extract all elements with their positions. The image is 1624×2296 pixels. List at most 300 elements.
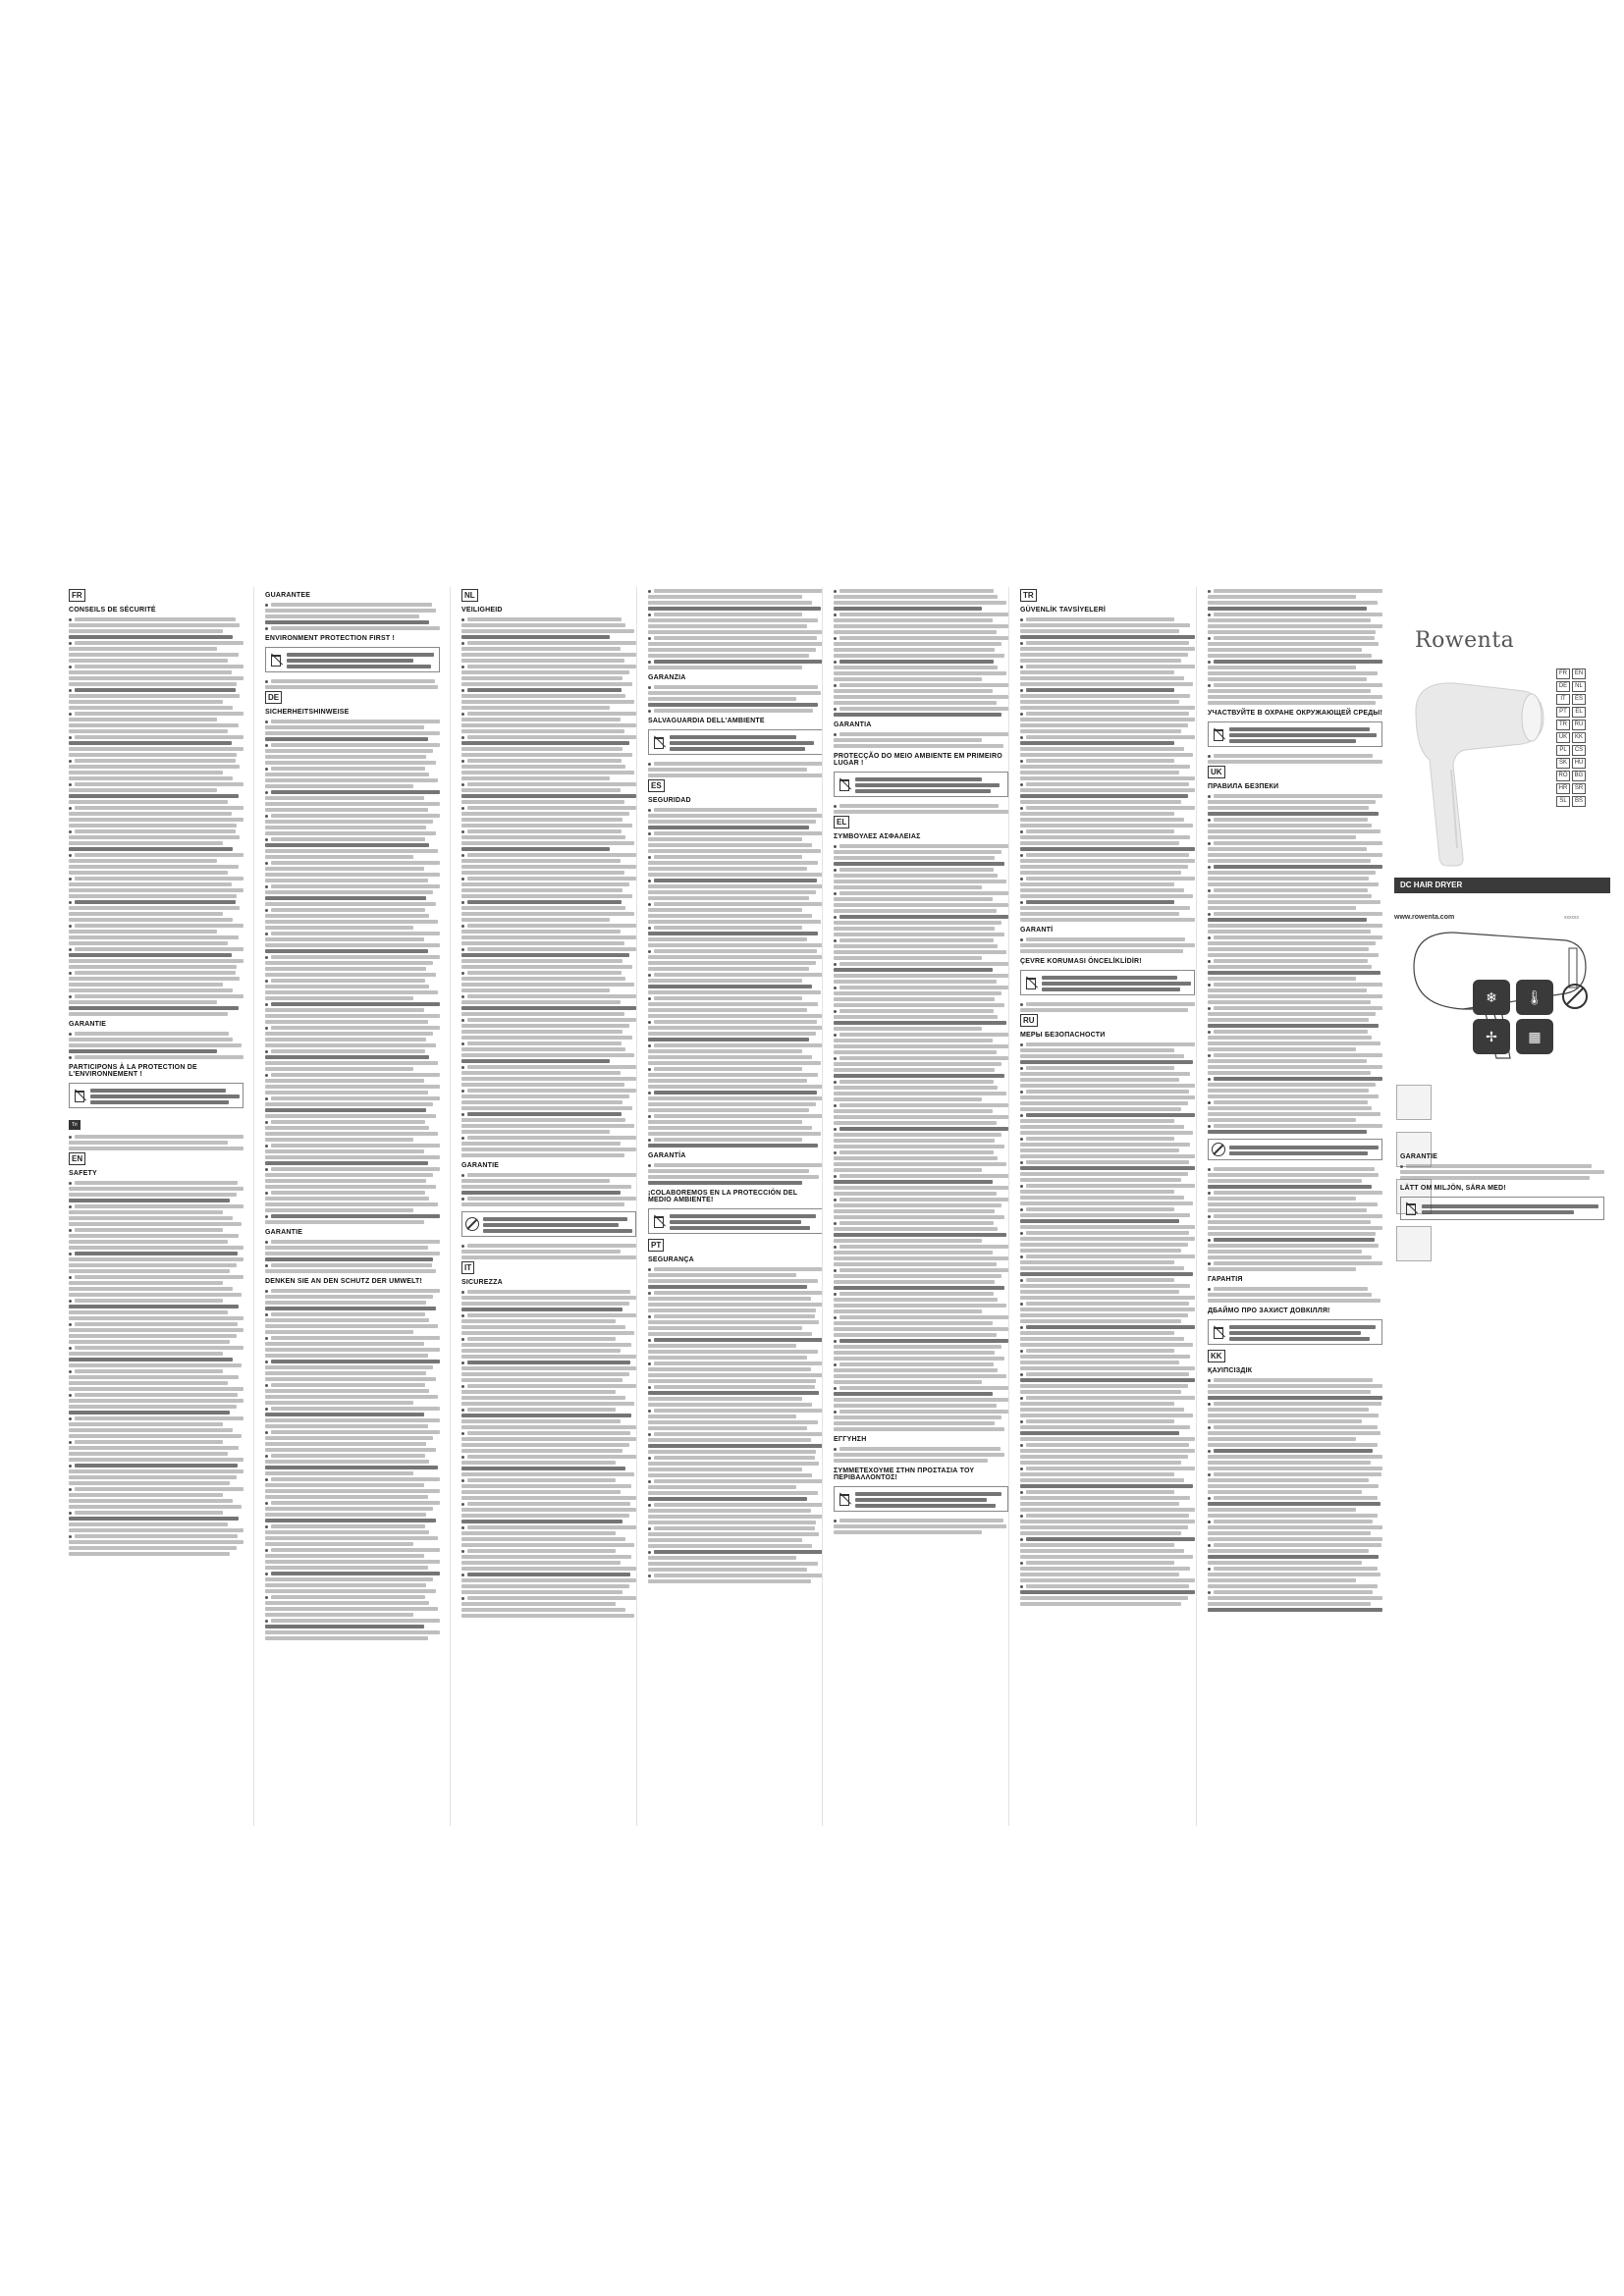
text-line-bar: [69, 1540, 244, 1544]
text-line-bar: [69, 1305, 239, 1308]
text-line: [1208, 669, 1382, 675]
text-line: [265, 1629, 440, 1634]
text-line-bar: [265, 1471, 413, 1475]
text-line-bar: [461, 1349, 621, 1353]
text-line: [461, 1394, 636, 1400]
text-line-bar: [834, 1256, 1008, 1260]
text-line: [461, 1189, 636, 1195]
language-section-header: [1020, 589, 1195, 602]
text-line-bar: [271, 1312, 425, 1316]
text-line: [461, 1588, 636, 1594]
text-line: [461, 904, 636, 910]
text-line-bar: [1208, 1130, 1367, 1134]
text-line-bar: [461, 1561, 621, 1565]
text-line: [69, 1356, 244, 1362]
text-line-bar: [69, 965, 237, 969]
text-line: [461, 680, 636, 686]
text-line: [834, 1331, 1008, 1337]
text-line: [1020, 1370, 1195, 1376]
text-line: [648, 953, 823, 959]
text-line: [461, 1447, 636, 1453]
text-line: [1020, 1470, 1195, 1476]
bullet-dot: [461, 948, 464, 951]
text-line-bar: [648, 861, 818, 865]
bullet-dot: [648, 1575, 651, 1577]
bullet-dot: [834, 1057, 837, 1060]
text-line-bar: [648, 943, 823, 947]
bullet-dot: [69, 618, 72, 621]
text-line: [1020, 1353, 1195, 1359]
text-line: [265, 847, 440, 853]
text-line-bar: [271, 1430, 440, 1434]
text-line: [1208, 1470, 1382, 1476]
text-line-bar: [265, 831, 436, 835]
text-line-bar: [1214, 1520, 1373, 1523]
bullet-dot: [69, 689, 72, 692]
text-line-bar: [265, 902, 436, 906]
text-line-bar: [834, 1139, 995, 1143]
text-line: [648, 900, 823, 906]
text-line-bar: [1208, 666, 1356, 669]
text-line: [834, 1343, 1008, 1349]
text-line: [834, 1402, 1008, 1408]
bullet-dot: [648, 1386, 651, 1389]
text-line: [648, 888, 823, 894]
bullet-dot: [461, 1198, 464, 1201]
language-section-header: [1208, 1350, 1382, 1362]
text-line-bar: [265, 1085, 440, 1089]
text-line-bar: [834, 677, 982, 681]
text-line-bar: [461, 729, 624, 733]
text-line-bar: [265, 1185, 436, 1189]
bullet-dot: [1208, 1497, 1211, 1500]
notice-text: [90, 1087, 240, 1104]
text-line-bar: [461, 959, 623, 963]
text-line-bar: [69, 1481, 230, 1485]
text-line-bar: [483, 1229, 632, 1233]
text-line: [834, 1302, 1008, 1308]
text-line: [461, 892, 636, 898]
text-line-bar: [1020, 676, 1184, 680]
text-line-bar: [69, 623, 240, 627]
text-line: [648, 1118, 823, 1124]
section-heading: SICUREZZA: [461, 1279, 503, 1286]
text-line-bar: [467, 1337, 616, 1341]
text-line-bar: [69, 718, 217, 721]
text-column: [1202, 587, 1388, 1826]
text-line: [834, 1148, 1008, 1154]
text-line-bar: [654, 926, 802, 930]
text-line: [265, 935, 440, 941]
text-line-bar: [839, 636, 1008, 640]
notice-text: [1229, 725, 1379, 743]
text-line: [461, 1388, 636, 1394]
text-line-bar: [1020, 1390, 1181, 1394]
text-line: [265, 818, 440, 824]
bullet-dot: [648, 590, 651, 593]
text-line-bar: [467, 1502, 630, 1506]
text-line-bar: [1208, 894, 1372, 898]
text-line-bar: [834, 850, 1001, 854]
bullet-dot: [834, 869, 837, 872]
text-line-bar: [834, 689, 993, 693]
text-line-bar: [265, 1607, 438, 1611]
text-line-bar: [265, 773, 429, 776]
section-heading: GARANTÍA: [648, 1152, 686, 1159]
text-line: [834, 936, 1008, 942]
text-line-bar: [467, 641, 636, 645]
text-line: [69, 721, 244, 727]
text-line: [648, 652, 823, 658]
text-line-bar: [648, 1344, 796, 1348]
text-line: [834, 1060, 1008, 1066]
text-line: [461, 1506, 636, 1512]
text-line-bar: [834, 1321, 993, 1325]
text-column: [1014, 587, 1201, 1826]
text-line-bar: [855, 1504, 996, 1508]
language-code-cell: DE: [1556, 681, 1570, 692]
text-line-bar: [461, 706, 610, 710]
text-line-bar: [1020, 918, 1195, 922]
text-line-bar: [648, 1491, 818, 1495]
bullet-dot: [69, 642, 72, 645]
text-line: [648, 1179, 823, 1185]
text-line-bar: [69, 1222, 242, 1226]
text-line-bar: [467, 1431, 630, 1435]
text-line: [1020, 674, 1195, 680]
text-line-bar: [75, 1181, 238, 1185]
text-line: [834, 1361, 1008, 1366]
text-line: [1020, 1382, 1195, 1388]
text-line: [69, 1426, 244, 1432]
text-line: [265, 1346, 440, 1352]
text-line: [461, 833, 636, 839]
text-line: [834, 942, 1008, 948]
text-line: [265, 841, 440, 847]
text-line: [1020, 798, 1195, 804]
text-line: [1208, 1571, 1382, 1576]
text-line: [461, 922, 636, 928]
text-line-bar: [1214, 660, 1382, 664]
bullet-dot: [461, 972, 464, 975]
text-line: [1208, 1476, 1382, 1482]
text-line-bar: [839, 707, 1008, 711]
bullet-dot: [834, 963, 837, 966]
text-line-bar: [1026, 829, 1174, 833]
text-line: [69, 1497, 244, 1503]
text-line: [834, 622, 1008, 628]
text-line-bar: [461, 753, 632, 757]
text-line-bar: [648, 1532, 819, 1536]
text-line: [265, 1201, 440, 1206]
text-line-bar: [648, 1450, 816, 1454]
text-line-bar: [648, 1073, 818, 1077]
text-line-bar: [265, 1483, 424, 1487]
text-line: [1208, 611, 1382, 616]
text-line-bar: [69, 918, 233, 922]
text-line-bar: [1208, 1255, 1372, 1259]
text-line-bar: [467, 617, 622, 621]
text-line: [834, 1160, 1008, 1166]
text-line-bar: [1208, 1250, 1362, 1254]
text-line-bar: [648, 1579, 811, 1583]
text-line: [1208, 892, 1382, 898]
text-line-bar: [75, 1440, 223, 1444]
text-line-bar: [1208, 924, 1382, 928]
text-line: [69, 1208, 244, 1214]
text-line: [265, 1499, 440, 1505]
text-line: [648, 622, 823, 628]
text-line-bar: [69, 859, 217, 863]
text-line-bar: [654, 1338, 823, 1342]
text-line-bar: [1020, 1290, 1179, 1294]
text-line-bar: [1208, 1059, 1367, 1063]
text-line: [265, 988, 440, 994]
text-line: [461, 998, 636, 1004]
bullet-dot: [461, 807, 464, 810]
text-line: [1020, 1046, 1195, 1052]
text-line: [265, 718, 440, 723]
text-line-bar: [69, 747, 244, 751]
bullet-dot: [461, 1314, 464, 1317]
text-line: [69, 845, 244, 851]
text-line-bar: [1026, 1278, 1174, 1282]
text-line: [461, 828, 636, 833]
text-line-bar: [834, 618, 993, 622]
text-line-bar: [69, 930, 217, 934]
bullet-dot: [461, 1479, 464, 1482]
text-line-bar: [1208, 941, 1376, 945]
text-line-bar: [461, 1047, 625, 1051]
text-line-bar: [839, 1103, 1008, 1107]
text-line-bar: [839, 1056, 1008, 1060]
text-line-bar: [69, 1552, 230, 1556]
text-line-bar: [1208, 618, 1371, 622]
language-code-cell: HU: [1572, 758, 1586, 769]
bullet-dot: [834, 1411, 837, 1414]
text-line-bar: [271, 1572, 440, 1575]
text-line: [648, 1161, 823, 1167]
text-line-bar: [654, 1020, 817, 1024]
text-line: [648, 1142, 823, 1148]
text-line: [265, 918, 440, 924]
temperature-icon: 🌡: [1516, 980, 1553, 1015]
text-line: [461, 1104, 636, 1110]
language-code-cell: SK: [1556, 758, 1570, 769]
language-code-badge: DE: [265, 691, 282, 704]
text-line-bar: [1208, 1490, 1362, 1494]
text-line: [69, 633, 244, 639]
text-line-bar: [839, 1150, 994, 1154]
bullet-dot: [265, 1290, 268, 1293]
text-line-bar: [461, 1555, 631, 1559]
text-line-bar: [75, 994, 244, 998]
text-line: [1020, 1541, 1195, 1547]
text-line-bar: [1026, 1066, 1174, 1070]
text-line-bar: [265, 1061, 438, 1065]
text-line-bar: [461, 1402, 634, 1406]
text-line: [69, 1279, 244, 1285]
bullet-dot: [265, 1337, 268, 1340]
text-line-bar: [1020, 1484, 1193, 1488]
text-line: [461, 1151, 636, 1157]
text-line-bar: [461, 747, 623, 751]
bullet-dot: [69, 1229, 72, 1232]
text-line: [648, 1100, 823, 1106]
bullet-dot: [648, 1457, 651, 1460]
text-line-bar: [461, 912, 634, 916]
text-line: [461, 1081, 636, 1087]
text-line-bar: [1208, 1461, 1371, 1465]
text-line-bar: [1214, 959, 1368, 963]
text-line: [265, 765, 440, 771]
text-line: [1208, 1010, 1382, 1016]
bullet-dot: [648, 1339, 651, 1342]
column-divider: [1008, 587, 1009, 1826]
text-line-bar: [271, 679, 435, 683]
bullet-dot: [834, 1175, 837, 1178]
text-line: [1020, 1476, 1195, 1482]
crossed-bin-icon: [838, 776, 851, 792]
text-line-bar: [467, 665, 636, 668]
text-line: [69, 1261, 244, 1267]
text-line-bar: [834, 1327, 1008, 1331]
text-line: [69, 975, 244, 981]
column-divider: [450, 587, 451, 1826]
bullet-dot: [1208, 755, 1211, 758]
text-line: [461, 1335, 636, 1341]
text-line: [1208, 1183, 1382, 1189]
text-line-bar: [265, 761, 436, 765]
text-line: [1208, 1093, 1382, 1098]
text-line-bar: [265, 849, 438, 853]
text-line: [834, 1172, 1008, 1178]
text-line-bar: [461, 847, 610, 851]
text-line-bar: [1020, 1190, 1174, 1194]
bullet-dot: [69, 878, 72, 881]
bullet-dot: [461, 1174, 464, 1177]
bullet-dot: [461, 995, 464, 998]
text-line: [648, 930, 823, 935]
text-line: [1020, 1253, 1195, 1258]
bullet-dot: [1208, 1379, 1211, 1382]
bullet-dot: [461, 642, 464, 645]
text-line-bar: [461, 1124, 634, 1128]
text-line: [1020, 1576, 1195, 1582]
text-line-bar: [1020, 1196, 1184, 1200]
text-line-bar: [1020, 788, 1195, 792]
recycling-notice: [834, 1486, 1008, 1512]
text-line: [648, 1030, 823, 1036]
text-line-bar: [69, 977, 240, 981]
text-line-bar: [1020, 729, 1181, 733]
text-line-bar: [467, 971, 622, 975]
text-line-bar: [1026, 900, 1174, 904]
text-line: [265, 1440, 440, 1446]
text-line-bar: [461, 894, 632, 898]
text-line: [69, 1255, 244, 1261]
text-line-bar: [1208, 1467, 1382, 1470]
text-line: [1208, 1559, 1382, 1565]
text-line: [1208, 652, 1382, 658]
text-line-bar: [69, 1452, 228, 1456]
text-line-bar: [69, 1528, 244, 1532]
text-line: [834, 1384, 1008, 1390]
text-line: [648, 1536, 823, 1542]
text-line-bar: [271, 1477, 440, 1481]
text-line-bar: [69, 1006, 239, 1010]
text-line: [834, 669, 1008, 675]
text-line-bar: [1026, 1137, 1174, 1141]
text-line-bar: [271, 955, 440, 959]
text-line: [648, 1301, 823, 1307]
text-line-bar: [265, 1371, 426, 1375]
text-line-bar: [648, 1556, 796, 1560]
text-line-bar: [1422, 1204, 1598, 1208]
bullet-dot: [648, 1551, 651, 1554]
text-line-bar: [834, 1044, 1008, 1048]
text-line: [648, 1436, 823, 1442]
text-line: [834, 989, 1008, 995]
text-line-bar: [839, 613, 1008, 616]
bullet-dot: [1208, 1473, 1211, 1476]
text-line: [461, 1347, 636, 1353]
section-heading: SEGURANÇA: [648, 1256, 694, 1263]
text-line-bar: [839, 915, 1008, 919]
text-line-bar: [1020, 1402, 1174, 1406]
text-line: [1020, 1182, 1195, 1188]
text-line: [69, 957, 244, 963]
text-line: [1208, 839, 1382, 845]
text-line-bar: [265, 967, 426, 971]
text-line: [461, 1022, 636, 1028]
text-line-bar: [265, 820, 433, 824]
text-line-bar: [461, 1590, 623, 1594]
text-line: [69, 1010, 244, 1016]
language-code-cell: RU: [1572, 720, 1586, 730]
notice-text: [855, 775, 1004, 793]
text-line: [461, 1364, 636, 1370]
text-line-bar: [834, 1050, 997, 1054]
text-line-bar: [461, 623, 625, 627]
text-line-bar: [648, 820, 816, 824]
bullet-dot: [461, 854, 464, 857]
text-line: [1020, 1306, 1195, 1311]
text-line-bar: [834, 968, 993, 972]
text-line: [461, 992, 636, 998]
bullet-dot: [648, 1292, 651, 1295]
text-line-bar: [1214, 794, 1382, 798]
text-line-bar: [265, 1536, 438, 1540]
text-line-bar: [69, 635, 233, 639]
text-line-bar: [461, 965, 632, 969]
text-line-bar: [271, 1026, 440, 1030]
text-line: [461, 1370, 636, 1376]
text-line-bar: [461, 941, 624, 945]
text-line-bar: [839, 891, 1008, 895]
text-line-bar: [1208, 654, 1372, 658]
text-line: [265, 1153, 440, 1159]
text-line-bar: [69, 1446, 239, 1450]
text-line-bar: [648, 1350, 818, 1354]
text-line: [648, 1089, 823, 1095]
text-line-bar: [1214, 1287, 1368, 1291]
bullet-dot: [1208, 1168, 1211, 1171]
text-line: [834, 901, 1008, 907]
text-line-bar: [1214, 1077, 1382, 1081]
text-line-bar: [1020, 1461, 1181, 1465]
text-line: [461, 645, 636, 651]
